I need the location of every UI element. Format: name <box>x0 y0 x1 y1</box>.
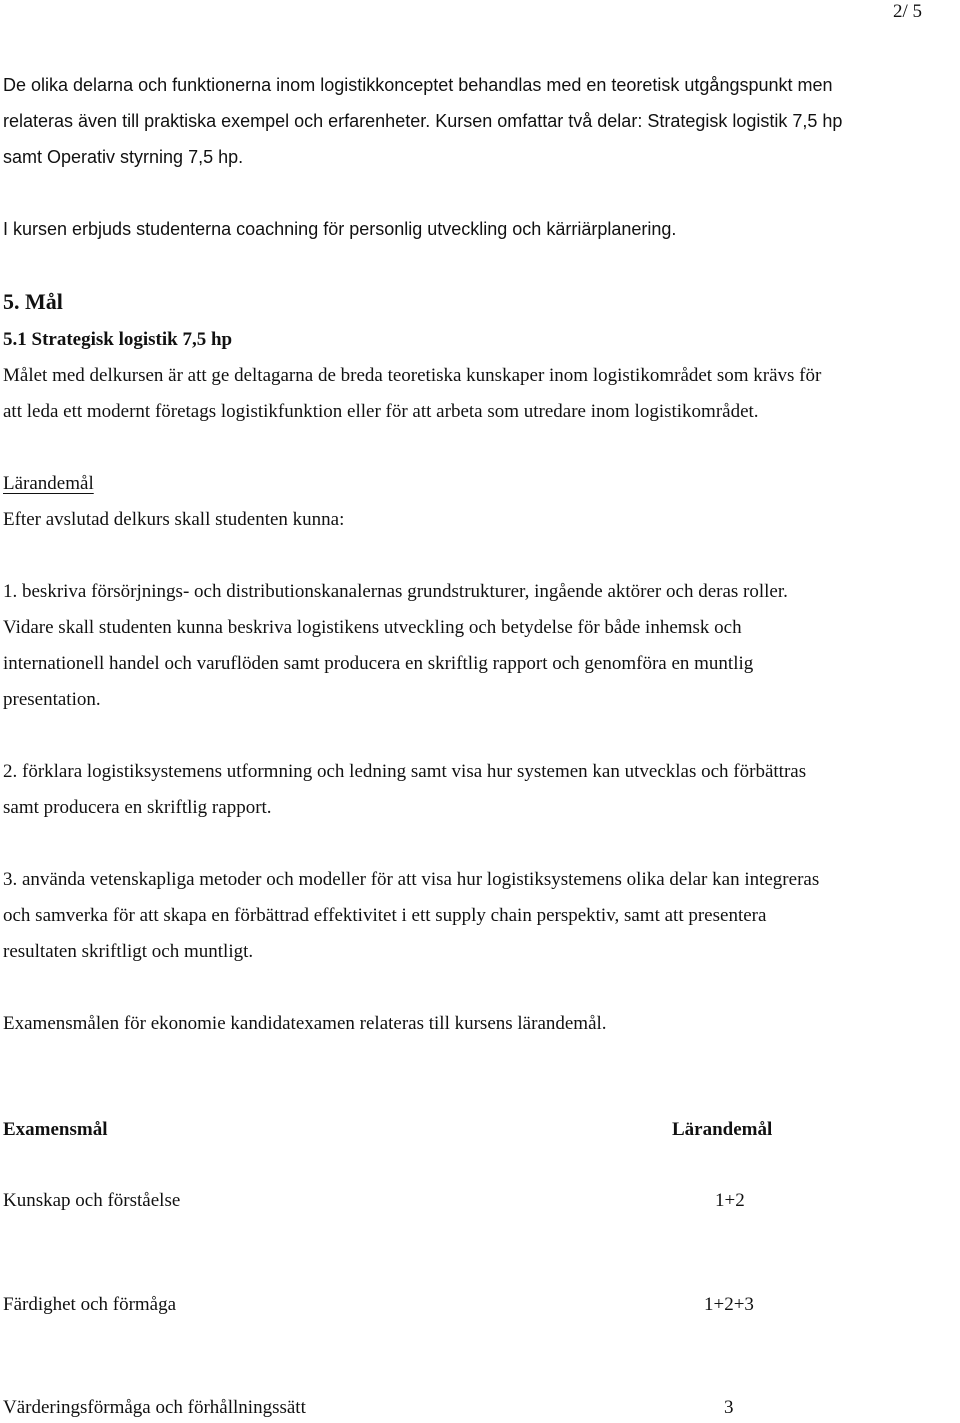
learning-outcome-1 <box>3 574 788 718</box>
learning-outcomes-label: Lärandemål <box>3 473 94 494</box>
exam-relation-text: Examensmålen för ekonomie kandidatexamen relateras till kursens lärandemål. <box>3 1013 607 1034</box>
table-row-value: 1+2+3 <box>704 1294 754 1315</box>
table-row-value: 3 <box>724 1397 734 1418</box>
section-subheading: 5.1 Strategisk logistik 7,5 hp <box>3 329 233 350</box>
intro-line: relateras även till praktiska exempel och erfarenheter. Kursen omfattar två delar: Strategisk logistik 7,5 hp <box>3 111 843 131</box>
table-row-label: Värderingsförmåga och förhållningssätt <box>3 1397 306 1418</box>
table-row-value: 1+2 <box>715 1190 745 1211</box>
section-heading: 5. Mål <box>3 289 63 314</box>
goal-line: Målet med delkursen är att ge deltagarna de breda teoretiska kunskaper inom logistikområdet som krävs för <box>3 365 822 386</box>
learning-outcome-3 <box>3 862 819 970</box>
outcome-line: samt producera en skriftlig rapport. <box>3 797 272 818</box>
outcome-line: 3. använda vetenskapliga metoder och modeller för att visa hur logistiksystemens olika delar kan integreras <box>3 869 820 890</box>
learning-outcome-2 <box>3 754 806 826</box>
outcome-line: presentation. <box>3 689 101 710</box>
intro-line: De olika delarna och funktionerna inom logistikkonceptet behandlas med en teoretisk utgångspunkt men <box>3 75 833 95</box>
coaching-text: I kursen erbjuds studenterna coachning för personlig utveckling och kärriärplanering. <box>3 219 677 239</box>
table-row-label: Kunskap och förståelse <box>3 1190 181 1211</box>
intro-paragraph <box>3 67 842 175</box>
intro-line: samt Operativ styrning 7,5 hp. <box>3 147 244 167</box>
outcome-line: internationell handel och varuflöden samt producera en skriftlig rapport och genomföra en muntlig <box>3 653 754 674</box>
learning-intro: Efter avslutad delkurs skall studenten kunna: <box>3 509 345 530</box>
table-header-learning-outcomes: Lärandemål <box>672 1119 773 1140</box>
table-header-exam-goals: Examensmål <box>3 1119 108 1140</box>
table-row-label: Färdighet och förmåga <box>3 1294 177 1315</box>
outcome-line: resultaten skriftligt och muntligt. <box>3 941 254 962</box>
page-number: 2/ 5 <box>892 1 922 22</box>
outcome-line: Vidare skall studenten kunna beskriva logistikens utveckling och betydelse för både inhemsk och <box>3 617 742 638</box>
outcome-line: och samverka för att skapa en förbättrad effektivitet i ett supply chain perspektiv, samt att presentera <box>3 905 767 926</box>
outcome-line: 1. beskriva försörjnings- och distributionskanalernas grundstrukturer, ingående aktörer och deras roller. <box>3 581 788 602</box>
goal-paragraph <box>3 358 821 430</box>
outcome-line: 2. förklara logistiksystemens utformning och ledning samt visa hur systemen kan utvecklas och förbättras <box>3 761 807 782</box>
goal-line: att leda ett modernt företags logistikfunktion eller för att arbeta som utredare inom logistikområdet. <box>3 401 759 422</box>
